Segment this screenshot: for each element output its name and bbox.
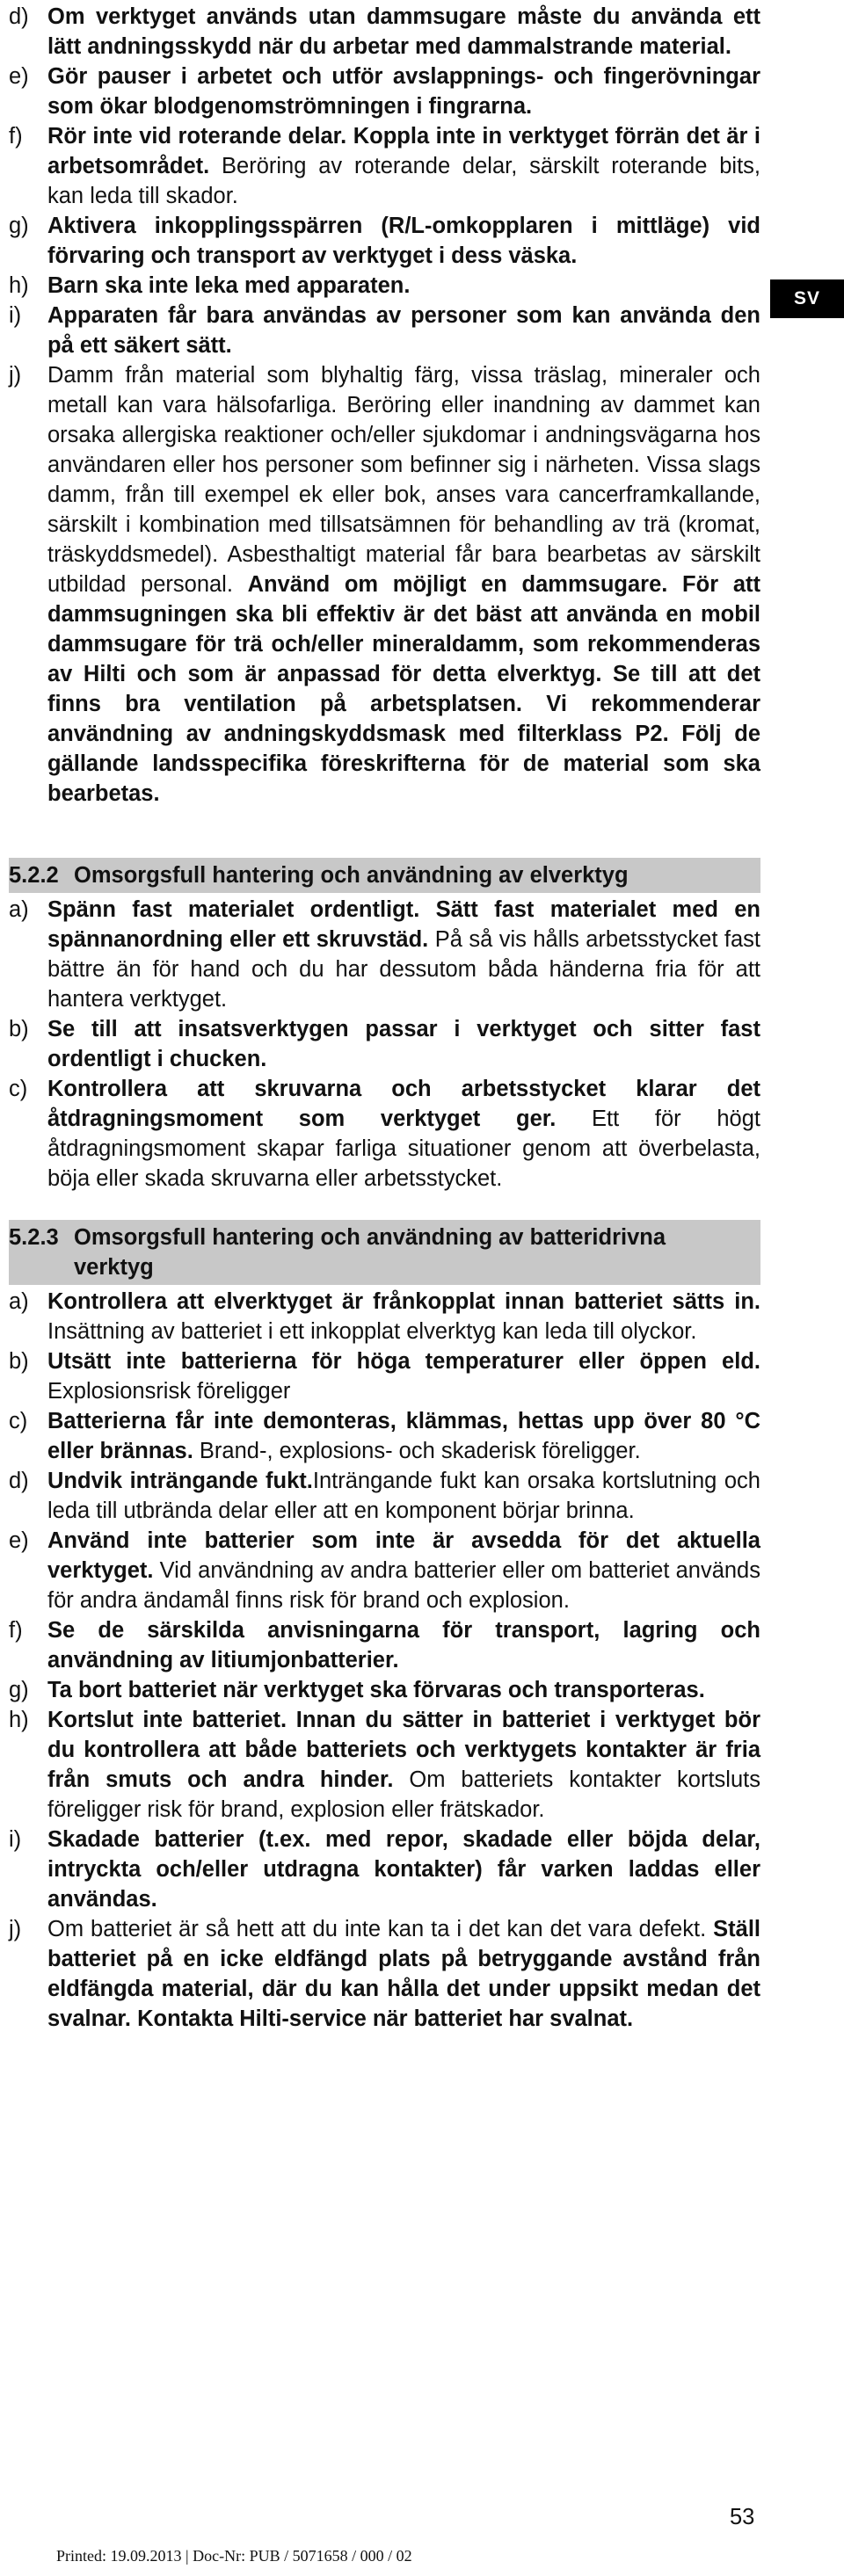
list-item-text [47, 2, 760, 62]
plain-text: Om batteriets kontakter kortsluts föreligger risk för brand, explosion eller frätskador. [47, 1767, 760, 1822]
bold-text: Spänn fast materialet ordentligt. Sätt fast materialet med en spännanordning eller ett skruvstäd. [47, 897, 760, 952]
plain-text: Beröring av roterande delar, särskilt roterande bits, kan leda till skador. [47, 154, 760, 208]
list-item [9, 1825, 760, 1914]
list-item [9, 1074, 760, 1194]
bold-text: Utsätt inte batterierna för höga temperaturer eller öppen eld. [47, 1349, 760, 1374]
list-item-label: a) [9, 1289, 29, 1314]
list-item-text [47, 1406, 760, 1466]
bold-text: Se de särskilda anvisningarna för transport, lagring och användning av litiumjonbatterier. [47, 1618, 760, 1673]
plain-text: Om batteriet är så hett att du inte kan ta i det kan det vara defekt. [47, 1917, 714, 1941]
list-item-label: j) [9, 363, 22, 388]
bold-text: Aktivera inkopplingsspärren (R/L-omkopplaren i mittläge) vid förvaring och transport av verktyget i dess väska. [47, 214, 760, 268]
list-item [9, 1406, 760, 1466]
list-item-label: h) [9, 273, 29, 298]
list-item-label: d) [9, 4, 29, 29]
bold-text: Skadade batterier (t.ex. med repor, skadade eller böjda delar, intryckta och/eller utdragna kontakter) får varken laddas eller användas. [47, 1827, 760, 1912]
list-item-label: d) [9, 1469, 29, 1493]
bold-text: Använd om möjligt en dammsugare. För att dammsugningen ska bli effektiv är det bäst att använda en mobil dammsugare för trä och/eller mineraldamm, som rekommenderas av Hilti och som är anpassad för detta elverktyg. Se till att det finns bra ventilation på arbetsplatsen. Vi rekommenderar användning av andningskyddsmask med filterklass P2. Följ de gällande landsspecifika föreskrifterna för de material som ska bearbetas. [47, 572, 760, 806]
list-item-label: g) [9, 1678, 29, 1702]
plain-text: Explosionsrisk föreligger [47, 1379, 291, 1404]
list-item-text [47, 1825, 760, 1914]
bold-text: Barn ska inte leka med apparaten. [47, 273, 411, 298]
list-item-label: c) [9, 1077, 28, 1101]
list-item [9, 1014, 760, 1074]
list-item-text [47, 1287, 760, 1346]
bold-text: Ställ batteriet på en icke eldfängd plats på betryggande avstånd från eldfängda material, där du kan hålla det under uppsikt medan det svalnar. Kontakta Hilti-service när batteriet har svalnat. [47, 1917, 760, 2031]
plain-text: Insättning av batteriet i ett inkopplat elverktyg kan leda till olyckor. [47, 1319, 697, 1344]
list-item-text [47, 1615, 760, 1675]
list-item [9, 1466, 760, 1526]
bold-text: Kontrollera att elverktyget är frånkopplat innan batteriet sätts in. [47, 1289, 760, 1314]
plain-text: Brand-, explosions- och skaderisk föreligger. [193, 1439, 641, 1463]
section-title: Omsorgsfull hantering och användning av batteridrivna verktyg [74, 1225, 666, 1280]
list-item-text [47, 62, 760, 121]
list-top [9, 0, 760, 809]
list-item-label: e) [9, 64, 29, 89]
bold-text: Om verktyget används utan dammsugare måste du använda ett lätt andningsskydd när du arbetar med dammalstrande material. [47, 4, 760, 59]
list-item-label: c) [9, 1409, 28, 1433]
section-number: 5.2.2 [9, 863, 59, 888]
list-item-label: f) [9, 1618, 23, 1643]
list-item [9, 1705, 760, 1825]
section-523-heading [9, 1220, 760, 1285]
list-item-text [47, 360, 760, 809]
plain-text: Vid användning av andra batterier eller om batteriet används för andra ändamål finns risk för brand och explosion. [47, 1558, 760, 1613]
list-item [9, 271, 760, 301]
list-item [9, 121, 760, 211]
list-item-text [47, 271, 760, 301]
list-item-text [47, 1466, 760, 1526]
list-item-label: h) [9, 1708, 29, 1732]
list-item-label: b) [9, 1349, 29, 1374]
bold-text: Undvik inträngande fukt. [47, 1469, 313, 1493]
list-item [9, 1615, 760, 1675]
bold-text: Apparaten får bara användas av personer som kan använda den på ett säkert sätt. [47, 303, 760, 358]
list-523 [9, 1285, 760, 2034]
section-title: Omsorgsfull hantering och användning av elverktyg [74, 863, 629, 888]
list-item-text [47, 895, 760, 1014]
list-item [9, 360, 760, 809]
page-number: 53 [730, 2505, 755, 2529]
list-item-text [47, 1346, 760, 1406]
print-footer: Printed: 19.09.2013 | Doc-Nr: PUB / 5071658 / 000 / 02 [56, 2547, 412, 2565]
list-item [9, 895, 760, 1014]
plain-text: Damm från material som blyhaltig färg, vissa träslag, mineraler och metall kan vara hälsofarliga. Beröring eller inandning av dammet kan orsaka allergiska reaktioner och/eller sjukdomar i andningsvägarna hos användaren eller hos personer som befinner sig i närheten. Vissa slags damm, från till exempel ek eller bok, anses vara cancerframkallande, särskilt i kombination med tillsatsämnen för behandling av trä (kromat, träskyddsmedel). Asbesthaltigt material får bara bearbetas av särskilt utbildad personal. [47, 363, 760, 597]
list-item-text [47, 1526, 760, 1615]
list-item-label: e) [9, 1528, 29, 1553]
page-content [9, 0, 760, 2034]
list-item-text [47, 211, 760, 271]
bold-text: Använd inte batterier som inte är avsedda för det aktuella verktyget. [47, 1528, 760, 1583]
language-tab: SV [770, 279, 844, 318]
list-item [9, 1287, 760, 1346]
list-item-label: a) [9, 897, 29, 922]
bold-text: Batterierna får inte demonteras, klämmas, hettas upp över 80 °C eller brännas. [47, 1409, 760, 1463]
list-item-text [47, 1914, 760, 2034]
list-item-text [47, 1675, 760, 1705]
list-item-label: j) [9, 1917, 22, 1941]
section-number: 5.2.3 [9, 1225, 59, 1250]
list-item-text [47, 121, 760, 211]
section-522-heading [9, 858, 760, 893]
list-item [9, 1346, 760, 1406]
bold-text: Kortslut inte batteriet. Innan du sätter in batteriet i verktyget bör du kontrollera att både batteriets och verktygets kontakter är fria från smuts och andra hinder. [47, 1708, 760, 1792]
bold-text: Ta bort batteriet när verktyget ska förvaras och transporteras. [47, 1678, 705, 1702]
plain-text: Ett för högt åtdragningsmoment skapar farliga situationer genom att överbelasta, böja eller skada skruvarna eller arbetsstycket. [47, 1107, 760, 1191]
list-item [9, 1526, 760, 1615]
bold-text: Gör pauser i arbetet och utför avslappnings- och fingerövningar som ökar blodgenomströmningen i fingrarna. [47, 64, 760, 119]
list-item [9, 211, 760, 271]
list-item-text [47, 1014, 760, 1074]
list-item-label: b) [9, 1017, 29, 1041]
list-item [9, 301, 760, 360]
bold-text: Se till att insatsverktygen passar i verktyget och sitter fast ordentligt i chucken. [47, 1017, 760, 1071]
list-item [9, 62, 760, 121]
list-item-label: g) [9, 214, 29, 238]
bold-text: Rör inte vid roterande delar. Koppla inte in verktyget förrän det är i arbetsområdet. [47, 124, 760, 178]
list-item-label: i) [9, 1827, 22, 1852]
list-item [9, 1914, 760, 2034]
list-item-text [47, 1074, 760, 1194]
list-item-label: i) [9, 303, 22, 328]
list-522 [9, 893, 760, 1194]
list-item-text [47, 301, 760, 360]
list-item-text [47, 1705, 760, 1825]
bold-text: Kontrollera att skruvarna och arbetsstycket klarar det åtdragningsmoment som verktyget ger. [47, 1077, 760, 1131]
list-item [9, 2, 760, 62]
plain-text: Inträngande fukt kan orsaka kortslutning och leda till utbrända delar eller att en komponent börjar brinna. [47, 1469, 760, 1523]
plain-text: På så vis hålls arbetsstycket fast bättre än för hand och du har dessutom båda händerna fria för att hantera verktyget. [47, 927, 760, 1012]
list-item-label: f) [9, 124, 23, 149]
list-item [9, 1675, 760, 1705]
